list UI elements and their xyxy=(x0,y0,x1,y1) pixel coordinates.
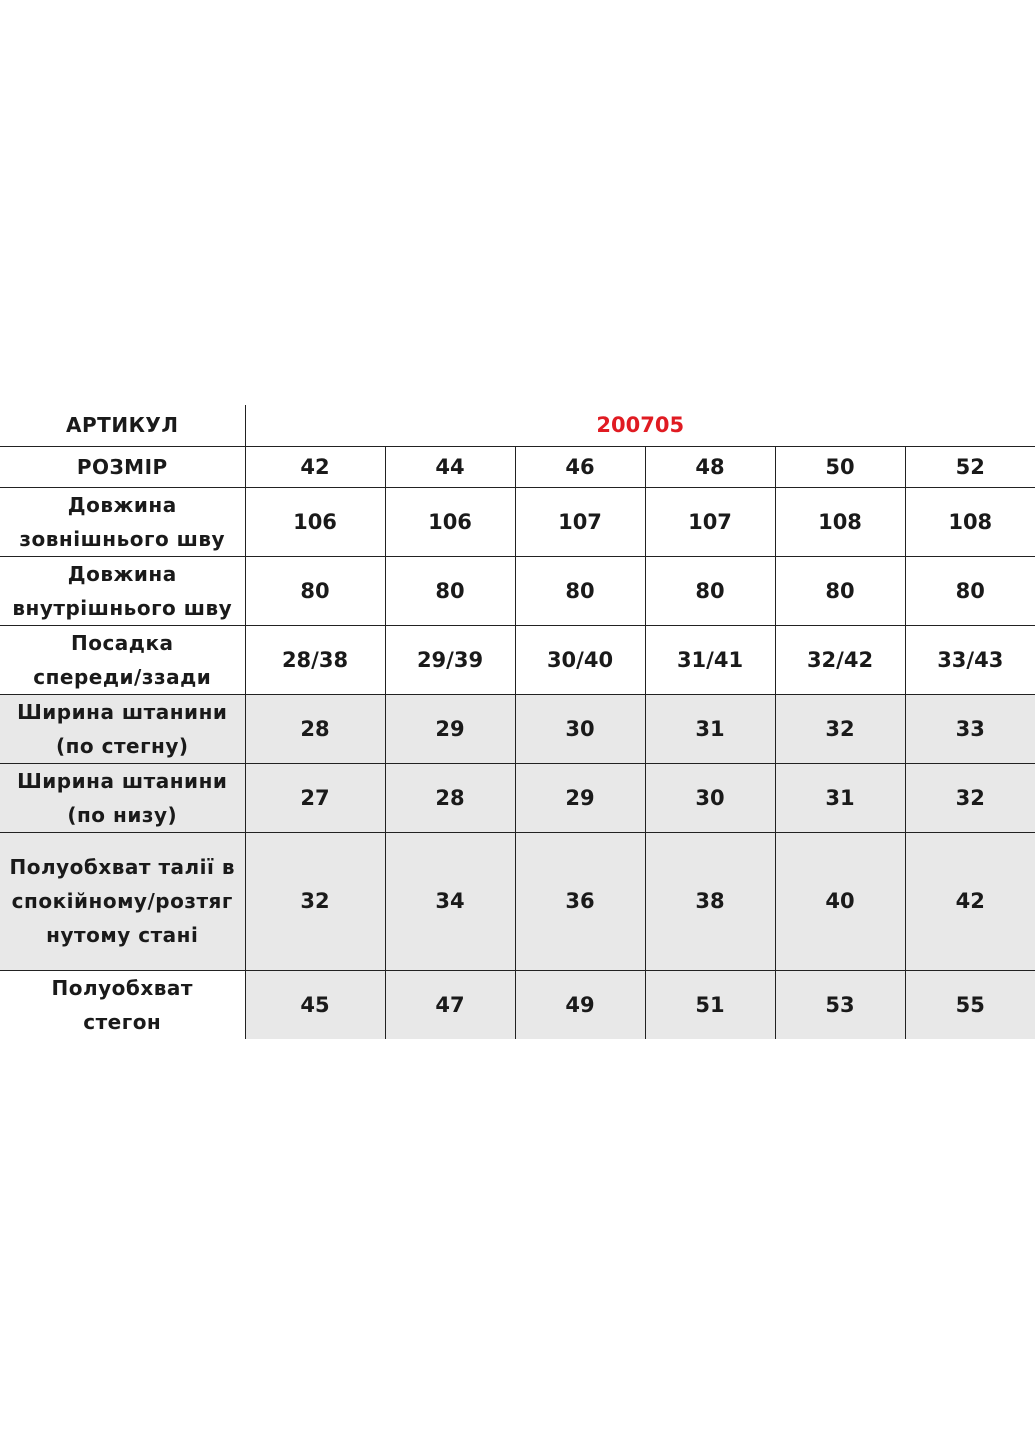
value-cell: 106 xyxy=(385,487,515,556)
value-cell: 80 xyxy=(245,556,385,625)
value-cell: 28 xyxy=(385,763,515,832)
table-row xyxy=(0,487,1035,556)
row-label-line: спереди/ззади xyxy=(33,664,212,689)
value-cell: 28 xyxy=(245,694,385,763)
value-cell: 32/42 xyxy=(775,625,905,694)
row-label-line: Ширина штанини xyxy=(17,768,228,793)
value-cell: 80 xyxy=(515,556,645,625)
value-cell: 31 xyxy=(775,763,905,832)
table-row xyxy=(0,970,1035,1039)
value-cell: 29 xyxy=(515,763,645,832)
article-row xyxy=(0,405,1035,446)
value-cell: 47 xyxy=(385,970,515,1039)
value-cell: 55 xyxy=(905,970,1035,1039)
value-cell: 107 xyxy=(645,487,775,556)
table-row xyxy=(0,556,1035,625)
value-cell: 27 xyxy=(245,763,385,832)
row-label xyxy=(0,556,245,625)
row-label xyxy=(0,625,245,694)
row-label-line: нутому стані xyxy=(46,923,199,947)
row-label xyxy=(0,487,245,556)
value-cell: 30 xyxy=(645,763,775,832)
value-cell: 45 xyxy=(245,970,385,1039)
size-cell: 50 xyxy=(775,446,905,487)
row-label-line: спокійному/розтяг xyxy=(11,889,233,913)
value-cell: 108 xyxy=(905,487,1035,556)
value-cell: 107 xyxy=(515,487,645,556)
row-label-line: (по низу) xyxy=(67,802,178,827)
value-cell: 80 xyxy=(645,556,775,625)
value-cell: 80 xyxy=(905,556,1035,625)
size-cell: 48 xyxy=(645,446,775,487)
row-label-line: Довжина xyxy=(67,561,177,586)
row-label-line: зовнішнього шву xyxy=(19,526,226,551)
value-cell: 53 xyxy=(775,970,905,1039)
table-row xyxy=(0,625,1035,694)
size-row xyxy=(0,446,1035,487)
value-cell: 33/43 xyxy=(905,625,1035,694)
value-cell: 30/40 xyxy=(515,625,645,694)
value-cell: 29 xyxy=(385,694,515,763)
value-cell: 33 xyxy=(905,694,1035,763)
article-label: АРТИКУЛ xyxy=(0,405,245,446)
row-label-line: внутрішнього шву xyxy=(12,595,233,620)
row-label-line: (по стегну) xyxy=(55,733,189,758)
table-row xyxy=(0,832,1035,970)
row-label-line: стегон xyxy=(83,1009,162,1034)
value-cell: 36 xyxy=(515,832,645,970)
value-cell: 38 xyxy=(645,832,775,970)
value-cell: 31 xyxy=(645,694,775,763)
row-label-line: Довжина xyxy=(67,492,177,517)
table-row xyxy=(0,763,1035,832)
value-cell: 28/38 xyxy=(245,625,385,694)
value-cell: 42 xyxy=(905,832,1035,970)
size-label: РОЗМІР xyxy=(0,446,245,487)
article-value: 200705 xyxy=(245,405,1035,446)
row-label-line: Посадка xyxy=(70,630,174,655)
value-cell: 80 xyxy=(385,556,515,625)
table-row xyxy=(0,694,1035,763)
value-cell: 31/41 xyxy=(645,625,775,694)
row-label-line: Полуобхват xyxy=(51,975,193,1000)
size-cell: 44 xyxy=(385,446,515,487)
value-cell: 30 xyxy=(515,694,645,763)
value-cell: 34 xyxy=(385,832,515,970)
value-cell: 51 xyxy=(645,970,775,1039)
value-cell: 108 xyxy=(775,487,905,556)
value-cell: 32 xyxy=(905,763,1035,832)
size-cell: 42 xyxy=(245,446,385,487)
value-cell: 40 xyxy=(775,832,905,970)
value-cell: 32 xyxy=(775,694,905,763)
size-cell: 46 xyxy=(515,446,645,487)
value-cell: 80 xyxy=(775,556,905,625)
row-label xyxy=(0,832,245,970)
row-label xyxy=(0,970,245,1039)
value-cell: 106 xyxy=(245,487,385,556)
value-cell: 32 xyxy=(245,832,385,970)
size-chart-table xyxy=(0,405,1035,1039)
value-cell: 49 xyxy=(515,970,645,1039)
row-label xyxy=(0,694,245,763)
row-label-line: Ширина штанини xyxy=(17,699,228,724)
value-cell: 29/39 xyxy=(385,625,515,694)
row-label xyxy=(0,763,245,832)
size-cell: 52 xyxy=(905,446,1035,487)
row-label-line: Полуобхват талії в xyxy=(9,855,236,879)
